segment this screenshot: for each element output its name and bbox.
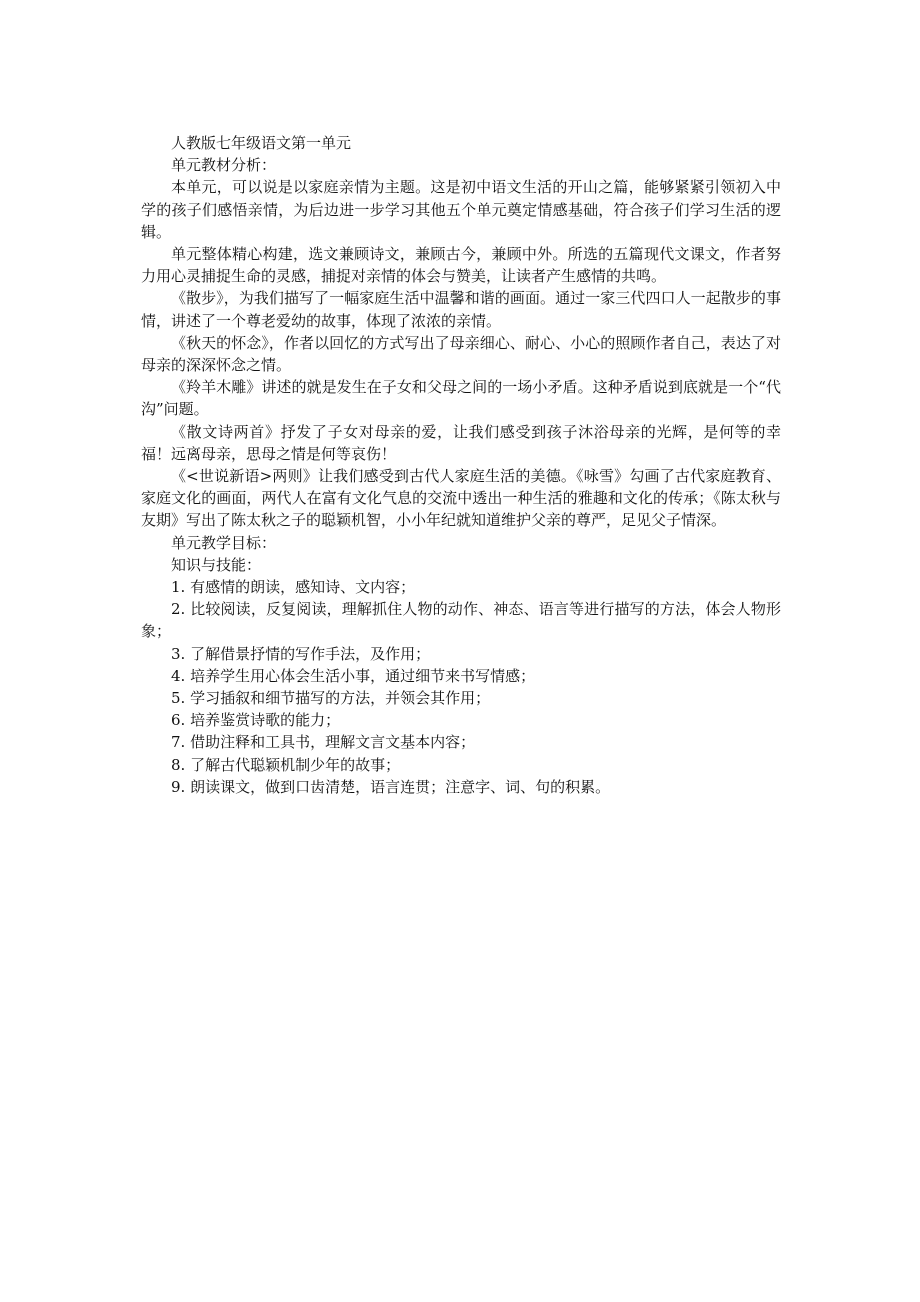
- goal-item: 9. 朗读课文，做到口齿清楚，语言连贯；注意字、词、句的积累。: [171, 777, 611, 796]
- paragraph-lingyang: 《羚羊木雕》讲述的就是发生在子女和父母之间的一场小矛盾。这种矛盾说到底就是一个“代沟”问题。: [141, 378, 781, 419]
- goal-item: 4. 培养学生用心体会生活小事，通过细节来书写情感；: [171, 666, 536, 685]
- goal-item: 6. 培养鉴赏诗歌的能力；: [171, 711, 341, 730]
- goal-item: 5. 学习插叙和细节描写的方法，并领会其作用；: [171, 689, 491, 708]
- paragraph-sanwenshi: 《散文诗两首》抒发了子女对母亲的爱，让我们感受到孩子沐浴母亲的光辉，是何等的幸福！远离母亲，思母之情是何等哀伤！: [141, 422, 781, 463]
- paragraph-intro: 本单元，可以说是以家庭亲情为主题。这是初中语文生活的开山之篇，能够紧紧引领初入中学的孩子们感悟亲情，为后边进一步学习其他五个单元奠定情感基础，符合孩子们学习生活的逻辑。: [141, 178, 781, 241]
- goals-heading: 单元教学目标：: [171, 533, 277, 552]
- skills-heading: 知识与技能：: [171, 555, 262, 574]
- goal-item: 7. 借助注释和工具书，理解文言文基本内容；: [171, 733, 476, 752]
- document-title: 人教版七年级语文第一单元: [171, 134, 352, 152]
- goal-item: 8. 了解古代聪颖机制少年的故事；: [171, 755, 401, 774]
- paragraph-structure: 单元整体精心构建，选文兼顾诗文，兼顾古今，兼顾中外。所选的五篇现代文课文，作者努力用心灵捕捉生命的灵感，捕捉对亲情的体会与赞美，让读者产生感情的共鸣。: [141, 245, 781, 286]
- goal-item: 3. 了解借景抒情的写作手法，及作用；: [171, 644, 431, 663]
- paragraph-shishuo: 《<世说新语>两则》让我们感受到古代人家庭生活的美德。《咏雪》勾画了古代家庭教育、家庭文化的画面，两代人在富有文化气息的交流中透出一种生活的雅趣和文化的传承；《陈太秋与友期》写出了陈太秋之子的聪颖机智，小小年纪就知道维护父亲的尊严，足见父子情深。: [141, 467, 781, 530]
- paragraph-qiutian: 《秋天的怀念》，作者以回忆的方式写出了母亲细心、耐心、小心的照顾作者自己，表达了对母亲的深深怀念之情。: [141, 333, 781, 375]
- goal-item: 1. 有感情的朗读，感知诗、文内容；: [171, 578, 416, 597]
- document-body: [141, 132, 781, 798]
- goal-item: 2. 比较阅读，反复阅读，理解抓住人物的动作、神态、语言等进行描写的方法，体会人物形象；: [141, 600, 781, 641]
- paragraph-sanbu: 《散步》，为我们描写了一幅家庭生活中温馨和谐的画面。通过一家三代四口人一起散步的事情，讲述了一个尊老爱幼的故事，体现了浓浓的亲情。: [141, 289, 781, 330]
- analysis-heading: 单元教材分析：: [171, 156, 277, 175]
